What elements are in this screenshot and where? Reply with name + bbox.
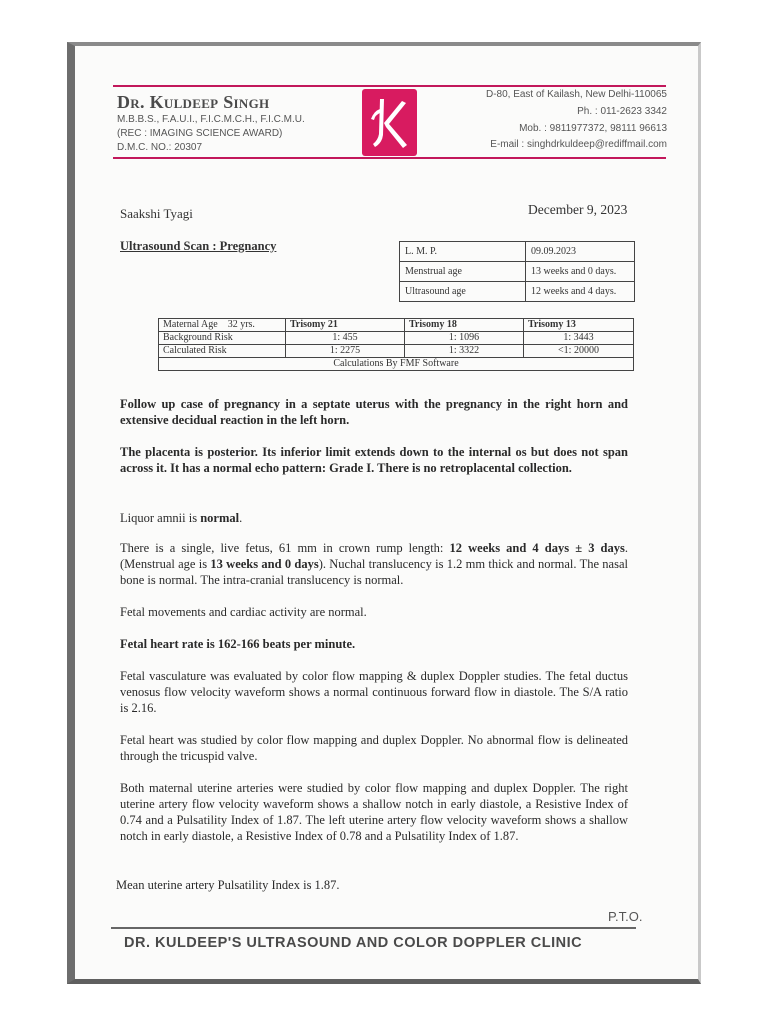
- table-cell: 1: 2275: [286, 345, 405, 358]
- table-row: [400, 282, 635, 302]
- text-span: ). Nuchal translucency is 1.2 mm thick and normal. The nasal bone is normal. The intra-cranial translucency is normal.: [120, 557, 628, 587]
- paragraph-fetal-movements: Fetal movements and cardiac activity are normal.: [120, 605, 367, 619]
- paragraph-fetal-vasculature: Fetal vasculature was evaluated by color flow mapping & duplex Doppler studies. The fetal ductus venosus flow velocity waveform shows a normal continuous forward flow in diastole. The S/A ratio is 2.16.: [120, 669, 628, 715]
- text-span: Liquor amnii is: [120, 511, 201, 525]
- text-span-bold: normal: [200, 511, 240, 525]
- table-header-cell: Maternal Age 32 yrs.: [159, 319, 286, 332]
- table-row: [400, 242, 635, 262]
- header-bottom-rule: [113, 157, 666, 159]
- table-header-cell: Trisomy 13: [524, 319, 634, 332]
- paragraph-uterine-arteries: Both maternal uterine arteries were studied by color flow mapping and duplex Doppler. The right uterine artery flow velocity waveform shows a shallow notch in early diastole, a Resistive Index of 0.74 and a Pulsatility Index of 1.87. The left uterine artery flow velocity waveform shows a shallow notch in early diastole, a Resistive Index of 0.78 and a Pulsatility Index of 1.87.: [120, 781, 628, 843]
- clinic-email: E-mail : singhdrkuldeep@rediffmail.com: [490, 139, 667, 150]
- clinic-footer-name: DR. KULDEEP'S ULTRASOUND AND COLOR DOPPLER CLINIC: [124, 935, 583, 951]
- paragraph-liquor: [120, 510, 628, 526]
- table-cell: 09.09.2023: [526, 242, 635, 262]
- paragraph-placenta: The placenta is posterior. Its inferior limit extends down to the internal os but does not span across it. It has a normal echo pattern: Grade I. There is no retroplacental collection.: [120, 445, 628, 475]
- report-date: December 9, 2023: [528, 202, 628, 217]
- clinic-mobile: Mob. : 9811977372, 98111 96613: [519, 123, 667, 134]
- table-row: [400, 262, 635, 282]
- paragraph-fetal-heart: Fetal heart was studied by color flow mapping and duplex Doppler. No abnormal flow is delineated through the tricuspid valve.: [120, 733, 628, 763]
- paragraph-case-history: Follow up case of pregnancy in a septate uterus with the pregnancy in the right horn and extensive decidual reaction in the left horn.: [120, 397, 628, 427]
- table-header-row: [159, 319, 634, 332]
- trisomy-risk-table: [158, 318, 634, 371]
- paragraph-fetal-heart-rate: Fetal heart rate is 162-166 beats per minute.: [120, 637, 356, 651]
- table-header-cell: Trisomy 21: [286, 319, 405, 332]
- table-header-cell: Trisomy 18: [405, 319, 524, 332]
- table-cell: Calculated Risk: [159, 345, 286, 358]
- footer-rule: [111, 927, 636, 929]
- table-cell: L. M. P.: [400, 242, 526, 262]
- table-footer-cell: Calculations By FMF Software: [159, 358, 634, 371]
- clinic-address: D-80, East of Kailash, New Delhi-110065: [485, 89, 667, 100]
- text-span-bold: 12 weeks and 4 days ± 3 days: [449, 541, 625, 555]
- table-row: [159, 345, 634, 358]
- table-cell: <1: 20000: [524, 345, 634, 358]
- clinic-logo: [362, 89, 417, 156]
- table-cell: 1: 3443: [524, 332, 634, 345]
- pto-label: P.T.O.: [608, 909, 643, 924]
- text-span-bold: 13 weeks and 0 days: [210, 557, 319, 571]
- logo-mark-icon: [362, 89, 417, 156]
- report-title: Ultrasound Scan : Pregnancy: [120, 239, 277, 253]
- doctor-qualifications: M.B.B.S., F.A.U.I., F.I.C.M.C.H., F.I.C.M.U.: [117, 114, 305, 125]
- table-cell: Ultrasound age: [400, 282, 526, 302]
- doctor-award: (REC : IMAGING SCIENCE AWARD): [117, 128, 283, 139]
- table-cell: 1: 3322: [405, 345, 524, 358]
- doctor-dmc-number: D.M.C. NO.: 20307: [117, 142, 203, 153]
- table-row: [159, 332, 634, 345]
- table-cell: Menstrual age: [400, 262, 526, 282]
- table-footer-row: [159, 358, 634, 371]
- text-span: .: [239, 511, 243, 525]
- text-span: There is a single, live fetus, 61 mm in crown rump length:: [120, 541, 450, 555]
- text-span: . (Menstrual age is: [120, 541, 628, 571]
- table-cell: 13 weeks and 0 days.: [526, 262, 635, 282]
- paragraph-mean-pi: Mean uterine artery Pulsatility Index is 1.87.: [116, 878, 340, 892]
- table-cell: Background Risk: [159, 332, 286, 345]
- doctor-name: Dr. Kuldeep Singh: [117, 92, 270, 112]
- dates-table: [399, 241, 635, 302]
- clinic-phone: Ph. : 011-2623 3342: [577, 106, 667, 117]
- table-cell: 12 weeks and 4 days.: [526, 282, 635, 302]
- patient-name: Saakshi Tyagi: [120, 206, 193, 221]
- table-cell: 1: 1096: [405, 332, 524, 345]
- paragraph-fetus: [120, 540, 628, 588]
- table-cell: 1: 455: [286, 332, 405, 345]
